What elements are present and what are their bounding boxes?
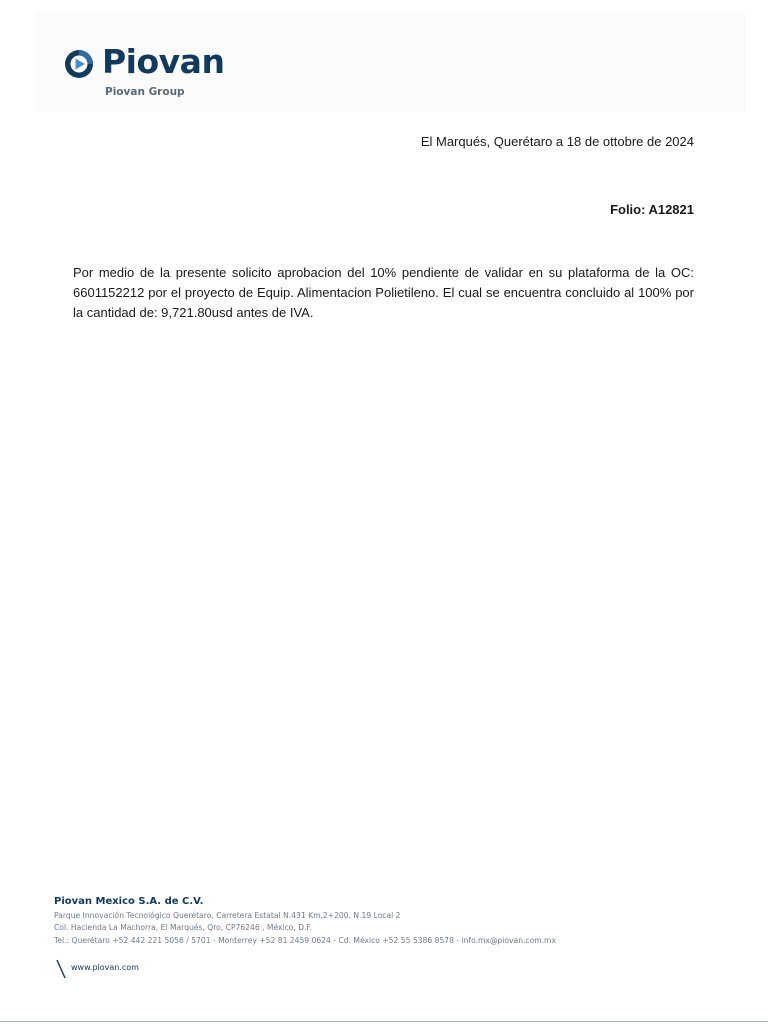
footer-contact-line: Tel.: Querétaro +52 442 221 5056 / 5701 - Monterrey +52 81 2459 0624 - Cd. México +52 55 5386 8578 - info.mx@piovan.com.mx xyxy=(54,935,556,945)
website-text[interactable]: www.piovan.com xyxy=(71,963,139,972)
letter-body: Por medio de la presente solicito aprobacion del 10% pendiente de validar en su plataforma de la OC: 6601152212 por el proyecto de Equip. Alimentacion Polietileno. El cual se encuentra concluido al 100% por la cantidad de: 9,721.80usd antes de IVA. xyxy=(73,265,694,320)
folio xyxy=(610,202,694,217)
website-link[interactable] xyxy=(56,958,176,980)
logo-tagline: Piovan Group xyxy=(105,86,185,98)
footer-address-line-1: Parque Innovación Tecnológico Querétaro, Carretera Estatal N.431 Km.2+200, N.19 Local 2 xyxy=(54,911,401,920)
folio-label: Folio: xyxy=(610,202,646,217)
footer-address-line-2: Col. Hacienda La Machorra, El Marqués, Qro, CP76246 , México, D.F. xyxy=(54,923,313,933)
slash-icon xyxy=(56,958,66,980)
place-and-date: El Marqués, Querétaro a 18 de ottobre de 2024 xyxy=(420,134,694,149)
footer xyxy=(54,896,694,947)
bottom-divider xyxy=(0,1021,768,1022)
folio-value: A12821 xyxy=(648,202,694,217)
footer-company-name: Piovan Mexico S.A. de C.V. xyxy=(54,896,204,907)
logo-wordmark: Piovan xyxy=(102,42,225,81)
piovan-play-icon xyxy=(64,49,94,79)
